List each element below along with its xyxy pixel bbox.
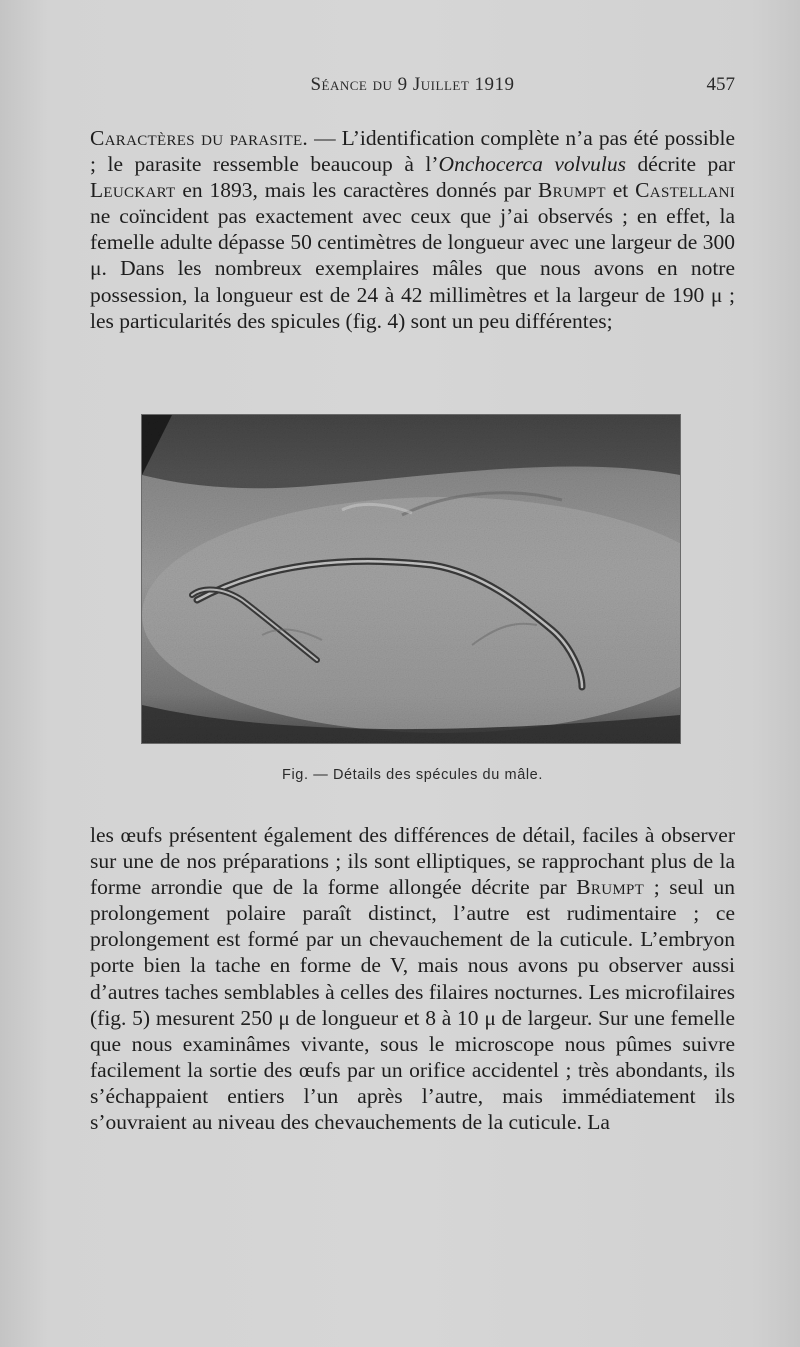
author-name: Leuckart: [90, 178, 176, 203]
paragraph-eggs: [90, 822, 735, 1135]
running-title: Séance du 9 Juillet 1919: [310, 74, 515, 95]
micrograph-image: [142, 415, 680, 743]
text-run: les œufs présentent également des différences de détail, faciles à observer sur une de nos préparations ; ils sont elliptiques, se rapprochant plus de la forme arrondie que de la forme allongée décrite par: [90, 823, 735, 900]
author-name: Brumpt: [576, 875, 645, 900]
page-number: 457: [706, 74, 735, 95]
text-run: décrite par: [626, 152, 735, 177]
author-name: Castellani: [635, 178, 735, 203]
author-name: Brumpt: [538, 178, 606, 203]
figure-caption: Fig. — Détails des spécules du mâle.: [282, 767, 543, 783]
species-name: Onchocerca volvulus: [438, 152, 626, 177]
paragraph-parasite-characters: [90, 125, 735, 334]
text-run: L’identification complète n’a pas été possible ; le parasite ressemble beaucoup à l’: [90, 126, 736, 177]
heading-dash: —: [308, 126, 342, 150]
text-run: et: [605, 178, 636, 203]
text-run: ; seul un prolongement polaire paraît distinct, l’autre est rudimentaire ; ce prolongement est formé par un chevauchement de la cuticule. L’embryon porte bien la tache en forme de V, mais nous avons pu observer aussi d’autres taches semblables à celles des filaires nocturnes. Les microfilaires (fig. 5) mesurent 250 μ de longueur et 8 à 10 μ de largeur. Sur une femelle que nous examinâmes vivante, sous le microscope nous pûmes suivre facilement la sortie des œufs par un orifice accidentel ; très abondants, ils s’échappaient entiers l’un après l’autre, mais immédiatement ils s’ouvraient au niveau des chevauchements de la cuticule. La: [90, 875, 736, 1135]
micrograph-photo: [141, 414, 681, 744]
text-run: ne coïncident pas exactement avec ceux que j’ai observés ; en effet, la femelle adulte dépasse 50 centimètres de longueur avec une largeur de 300 μ. Dans les nombreux exemplaires mâles que nous avons en notre possession, la longueur est de 24 à 42 millimètres et la largeur de 190 μ ; les particularités des spicules (fig. 4) sont un peu différentes;: [90, 204, 735, 333]
section-heading: Caractères du parasite.: [90, 126, 309, 150]
page-header: [90, 74, 735, 104]
text-run: en 1893, mais les caractères donnés par: [175, 178, 539, 203]
